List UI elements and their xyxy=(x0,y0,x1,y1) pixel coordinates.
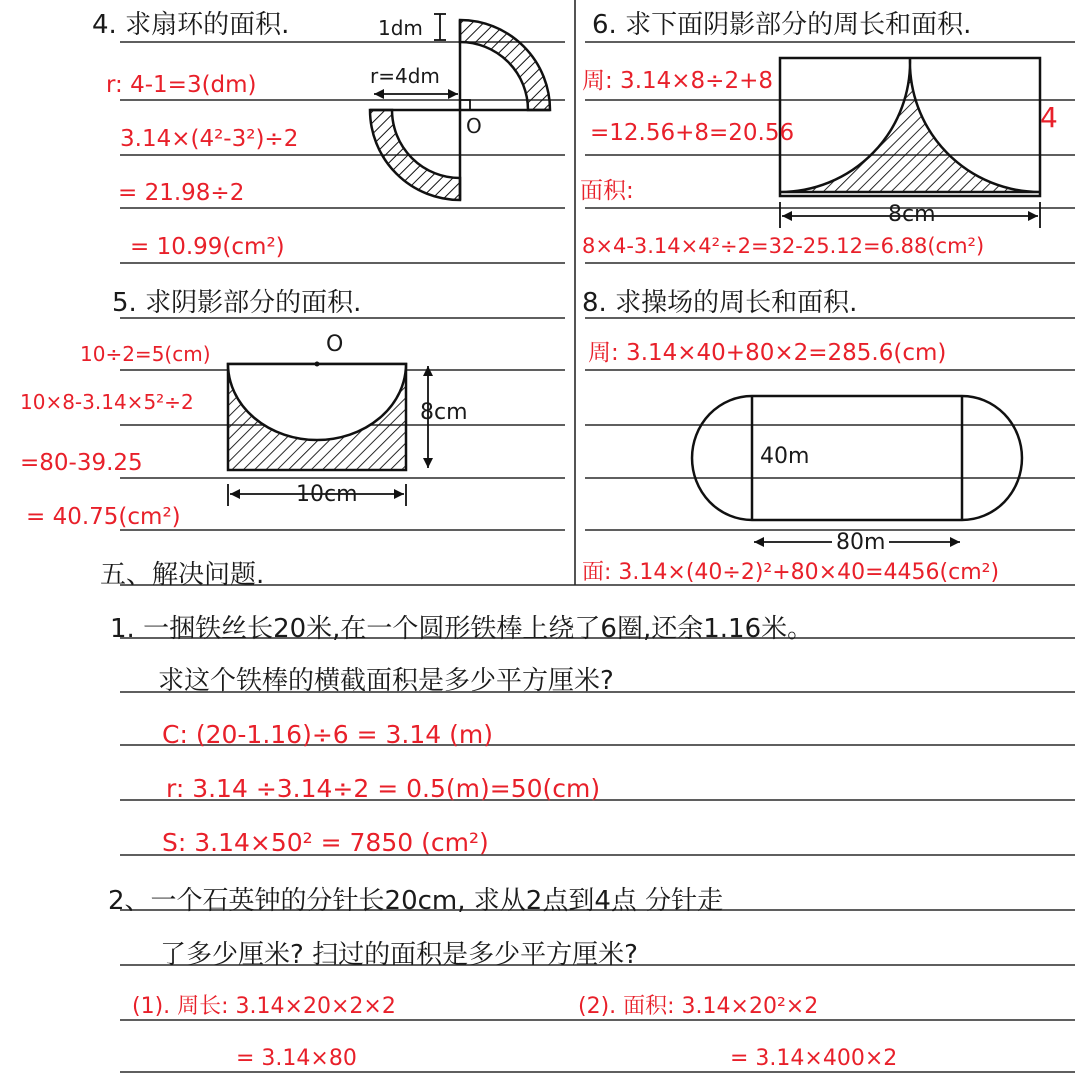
rectangle-height-label: 4 xyxy=(1040,101,1058,134)
q2-right-answer-line-2: = 3.14×400×2 xyxy=(730,1046,898,1071)
sector-ring-diagram xyxy=(360,10,560,210)
problem-5-title: 5. 求阴影部分的面积. xyxy=(112,288,362,318)
p4-answer-line-1: r: 4-1=3(dm) xyxy=(106,72,257,98)
section-5-title: 五、解决问题. xyxy=(100,560,265,590)
p4-answer-line-4: = 10.99(cm²) xyxy=(130,234,285,260)
p6-answer-line-2: =12.56+8=20.56 xyxy=(590,120,795,146)
problem-6-title: 6. 求下面阴影部分的周长和面积. xyxy=(592,10,972,40)
p8-area-line: 面: 3.14×(40÷2)²+80×40=4456(cm²) xyxy=(582,560,1000,585)
rectangle-width-label-5: 10cm xyxy=(296,482,358,507)
p8-perimeter-line: 周: 3.14×40+80×2=285.6(cm) xyxy=(588,340,947,366)
track-length-label: 80m xyxy=(832,532,889,554)
sector-ring-origin-label: O xyxy=(466,114,482,138)
p6-answer-line-4: 8×4-3.14×4²÷2=32-25.12=6.88(cm²) xyxy=(582,234,985,258)
p4-answer-line-2: 3.14×(4²-3²)÷2 xyxy=(120,126,299,152)
p5-answer-line-2: 10×8-3.14×5²÷2 xyxy=(20,390,194,414)
problem-8-title: 8. 求操场的周长和面积. xyxy=(582,288,858,318)
problem-4-title: 4. 求扇环的面积. xyxy=(92,10,290,40)
q1-text-line-2: 求这个铁棒的横截面积是多少平方厘米? xyxy=(158,666,614,696)
rectangle-width-label: 8cm xyxy=(888,202,936,227)
sector-ring-radius-label: r=4dm xyxy=(370,64,440,88)
q1-answer-line-3: S: 3.14×50² = 7850 (cm²) xyxy=(162,828,489,857)
q2-text-line-2: 了多少厘米? 扫过的面积是多少平方厘米? xyxy=(160,940,638,970)
p4-answer-line-3: = 21.98÷2 xyxy=(118,180,245,206)
q1-answer-line-2: r: 3.14 ÷3.14÷2 = 0.5(m)=50(cm) xyxy=(166,774,601,803)
q2-left-answer-line-2: = 3.14×80 xyxy=(236,1046,357,1071)
q1-answer-line-1: C: (20-1.16)÷6 = 3.14 (m) xyxy=(162,720,493,749)
q2-left-answer-line-1: (1). 周长: 3.14×20×2×2 xyxy=(132,994,396,1019)
q2-right-answer-line-1: (2). 面积: 3.14×20²×2 xyxy=(578,994,819,1019)
semicircle-center-label: O xyxy=(326,332,344,357)
track-width-label: 40m xyxy=(760,444,810,469)
p5-answer-line-3: =80-39.25 xyxy=(20,450,143,476)
p5-answer-line-1: 10÷2=5(cm) xyxy=(80,342,211,366)
p5-answer-line-4: = 40.75(cm²) xyxy=(26,504,181,530)
p6-answer-line-3: 面积: xyxy=(580,178,634,204)
rectangle-height-label-5: 8cm xyxy=(420,400,468,425)
p6-answer-line-1: 周: 3.14×8÷2+8 xyxy=(582,68,773,94)
q1-text-line-1: 1. 一捆铁丝长20米,在一个圆形铁棒上绕了6圈,还余1.16米。 xyxy=(110,614,814,644)
sector-ring-width-label: 1dm xyxy=(378,16,423,40)
q2-text-line-1: 2、一个石英钟的分针长20cm, 求从2点到4点 分针走 xyxy=(108,886,724,916)
